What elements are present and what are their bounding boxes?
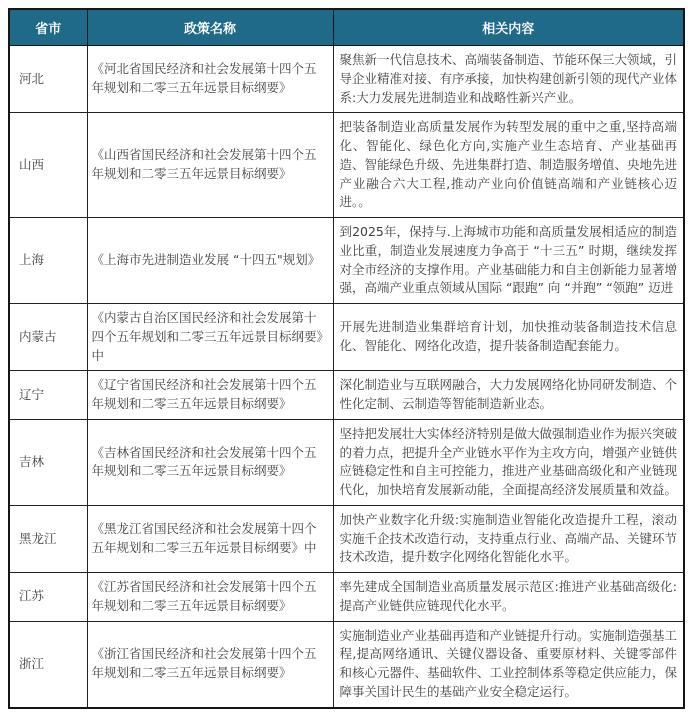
province-cell: 浙江: [9, 621, 87, 708]
province-cell: 吉林: [9, 419, 87, 505]
policy-cell: 《浙江省国民经济和社会发展第十四个五年规划和二零三五年远景目标纲要》: [87, 621, 333, 708]
table-row-heilongjiang: [9, 505, 684, 572]
policy-cell: 《山西省国民经济和社会发展第十四个五年规划和二零三五年远景目标纲要》: [87, 113, 333, 218]
province-cell: 山西: [9, 113, 87, 218]
content-cell: 到2025年，保持与.上海城市功能和高质量发展相适应的制造业比重，制造业发展速度力争高于 “十三五” 时期，继续发挥对全市经济的支撑作用。产业基础能力和自主创新能力显著增强，高端产业重点领域从国际 “跟跑” 向 “并跑” “领跑” 迈进: [333, 218, 684, 304]
policy-cell: 《上海市先进制造业发展 “十四五"规划》: [87, 218, 333, 304]
province-cell: 辽宁: [9, 371, 87, 420]
province-cell: 江苏: [9, 573, 87, 622]
province-cell: 河北: [9, 46, 87, 113]
content-cell: 开展先进制造业集群培育计划，加快推动装备制造技术信息化、智能化、网络化改造，提升装备制造配套能力。: [333, 304, 684, 371]
table-row-hebei: [9, 46, 684, 113]
policy-cell: 《辽宁省国民经济和社会发展第十四个五年规划和二零三五年远景目标纲要》: [87, 371, 333, 420]
table-row-shanghai: [9, 218, 684, 304]
table-row-neimenggu: [9, 304, 684, 371]
policy-cell: 《内蒙古自治区国民经济和社会发展第十四个五年规划和二零三五年远景目标纲要》中: [87, 304, 333, 371]
province-cell: 内蒙古: [9, 304, 87, 371]
content-cell: 深化制造业与互联网融合，大力发展网络化协同研发制造、个性化定制、云制造等智能制造新业态。: [333, 371, 684, 420]
policy-cell: 《江苏省国民经济和社会发展第十四个五年规划和二零三五年远景目标纲要》: [87, 573, 333, 622]
column-header-content: 相关内容: [333, 9, 684, 46]
province-cell: 黑龙江: [9, 505, 87, 572]
policy-cell: 《吉林省国民经济和社会发展第十四个五年规划和二零三五年远景目标纲要》: [87, 419, 333, 505]
column-header-policy: 政策名称: [87, 9, 333, 46]
content-cell: 加快产业数字化升级:实施制造业智能化改造提升工程，滚动实施千企技术改造行动，支持重点行业、高端产品、关键环节技术改造，提升数字化网络化智能化水平。: [333, 505, 684, 572]
table-row-shanxi: [9, 113, 684, 218]
policy-cell: 《黑龙江省国民经济和社会发展第十四个五年规划和二零三五年远景目标纲要》中: [87, 505, 333, 572]
content-cell: 率先建成全国制造业高质量发展示范区:推进产业基础高级化:提高产业链供应链现代化水平。: [333, 573, 684, 622]
content-cell: 坚持把发展壮大实体经济特别是做大做强制造业作为振兴突破的着力点，把提升全产业链水平作为主攻方向，增强产业链供应链稳定性和自主可控能力，推进产业基础高级化和产业链现代化，加快培育发展新动能，全面提高经济发展质量和效益。: [333, 419, 684, 505]
policy-table: [8, 8, 685, 709]
table-row-liaoning: [9, 371, 684, 420]
content-cell: 聚焦新一代信息技术、高端装备制造、节能环保三大领域，引导企业精准对接、有序承接，加快构建创新引领的现代产业体系:大力发展先进制造业和战略性新兴产业。: [333, 46, 684, 113]
column-header-province: 省市: [9, 9, 87, 46]
content-cell: 实施制造业产业基础再造和产业链提升行动。实施制造强基工程,提高网络通讯、关键仪器设备、重要原材料、关键零部件和核心元器件、基础软件、工业控制体系等稳定供应能力，保障事关国计民生的基础产业安全稳定运行。: [333, 621, 684, 708]
table-row-zhejiang: [9, 621, 684, 708]
table-row-jilin: [9, 419, 684, 505]
table-header-row: [9, 9, 684, 46]
content-cell: 把装备制造业高质量发展作为转型发展的重中之重,坚持高端化、智能化、绿色化方向,实施产业生态培育、产业基础再造、智能绿色升级、先进集群打造、制造服务增值、央地先进产业融合六大工程,推动产业向价值链高端和产业链核心迈进。。: [333, 113, 684, 218]
province-cell: 上海: [9, 218, 87, 304]
policy-cell: 《河北省国民经济和社会发展第十四个五年规划和二零三五年远景目标纲要》: [87, 46, 333, 113]
table-row-jiangsu: [9, 573, 684, 622]
